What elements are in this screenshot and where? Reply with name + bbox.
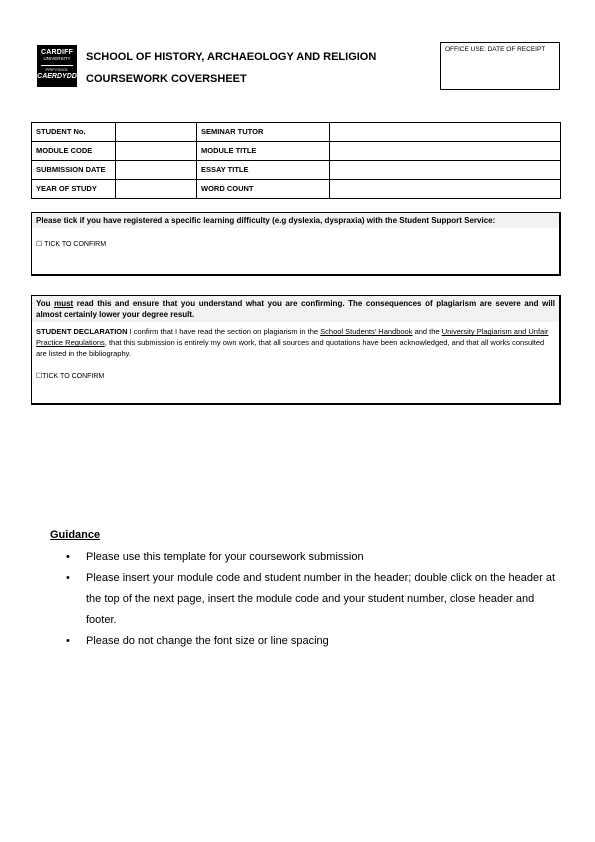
table-row	[32, 142, 561, 161]
regulations-link[interactable]: University Plagiarism and Unfair Practice Regulations	[36, 327, 549, 348]
student-details-table	[31, 122, 561, 199]
table-row	[32, 180, 561, 199]
office-use-box	[440, 42, 560, 90]
learning-difficulty-question: Please tick if you have registered a specific learning difficulty (e.g dyslexia, dyspraxia) with the Student Support Service:	[32, 213, 559, 228]
student-no-field[interactable]	[116, 123, 197, 142]
guidance-title: Guidance	[50, 529, 101, 541]
handbook-link[interactable]: School Students' Handbook	[320, 327, 413, 337]
plagiarism-warning: You must read this and ensure that you understand what you are confirming. The consequences of plagiarism are severe and will almost certainly lower your degree result.	[32, 296, 559, 322]
learning-difficulty-checkbox[interactable]: ☐ TICK TO CONFIRM	[36, 241, 107, 249]
student-no-label: STUDENT No.	[32, 123, 116, 142]
university-logo: CARDIFF UNIVERSITY PRIFYSGOL CAERDYDD	[37, 45, 77, 87]
submission-date-field[interactable]	[116, 161, 197, 180]
essay-title-label: ESSAY TITLE	[197, 161, 330, 180]
coversheet-title: COURSEWORK COVERSHEET	[86, 73, 247, 85]
module-code-label: MODULE CODE	[32, 142, 116, 161]
must-emphasis: must	[54, 299, 74, 308]
declaration-label: STUDENT DECLARATION	[36, 327, 128, 337]
word-count-field[interactable]	[330, 180, 561, 199]
declaration-box	[31, 295, 561, 405]
year-of-study-label: YEAR OF STUDY	[32, 180, 116, 199]
module-title-field[interactable]	[330, 142, 561, 161]
submission-date-label: SUBMISSION DATE	[32, 161, 116, 180]
learning-difficulty-box	[31, 212, 561, 276]
declaration-checkbox[interactable]: ☐TICK TO CONFIRM	[36, 373, 105, 380]
module-code-field[interactable]	[116, 142, 197, 161]
list-item: • Please do not change the font size or line spacing	[66, 631, 556, 652]
word-count-label: WORD COUNT	[197, 180, 330, 199]
guidance-list	[66, 547, 556, 652]
module-title-label: MODULE TITLE	[197, 142, 330, 161]
list-item: • Please use this template for your coursework submission	[66, 547, 556, 568]
school-title: SCHOOL OF HISTORY, ARCHAEOLOGY AND RELIGION	[86, 51, 377, 63]
table-row	[32, 161, 561, 180]
seminar-tutor-label: SEMINAR TUTOR	[197, 123, 330, 142]
essay-title-field[interactable]	[330, 161, 561, 180]
office-use-label: OFFICE USE: DATE OF RECEIPT	[445, 46, 546, 53]
list-item: • Please insert your module code and student number in the header; double click on the header at the top of the next page, insert the module code and your student number, close header and footer.	[66, 568, 556, 631]
student-declaration-text: STUDENT DECLARATION I confirm that I have read the section on plagiarism in the School Students' Handbook and the University Plagiarism and Unfair Practice Regulations, that this submission is entirely my own work, that all sources and quotations have been acknowledged, and that all works consulted are listed in the bibliography.	[36, 327, 549, 359]
year-of-study-field[interactable]	[116, 180, 197, 199]
table-row	[32, 123, 561, 142]
seminar-tutor-field[interactable]	[330, 123, 561, 142]
